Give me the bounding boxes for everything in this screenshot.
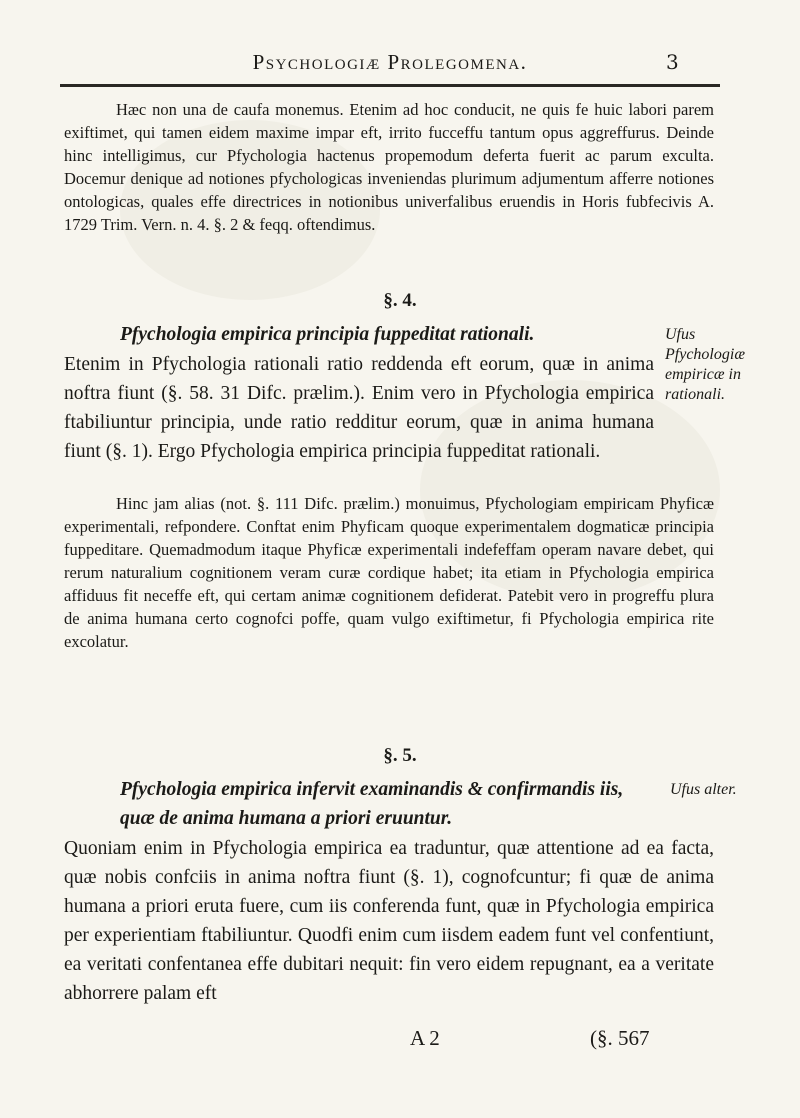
page-number: 3 — [666, 50, 679, 74]
running-title: Psychologiæ Prolegomena. — [252, 50, 528, 74]
section-4-body: Etenim in Pfychologia rationali ratio reddenda eft eorum, quæ in anima noftra fiunt (§. 58. 31 Difc. prælim.). Enim vero in Pfychologia empirica ftabiliuntur principia, unde ratio redditur eorum, quæ in anima humana fiunt (§. 1). Ergo Pfychologia empirica principia fuppeditat rationali. — [64, 354, 654, 462]
header-rule — [60, 84, 720, 87]
signature-mark: A 2 — [410, 1026, 440, 1050]
paragraph-1: Hæc non una de caufa monemus. Etenim ad hoc conducit, ne quis fe huic labori parem exiftimet, qui tamen eidem maxime impar eft, irrito fucceffu tantum opus aggreffurus. Deinde hinc intelligimus, cur Pfychologia hactenus propemodum deferta fuerit ac parum exculta. Docemur denique ad notiones pfychologicas inveniendas plurimum adjumentum afferre notiones ontologicas, quales effe directrices in notionibus univerfalibus eruendis in Horis fubfecivis A. 1729 Trim. Vern. n. 4. §. 2 & feqq. oftendimus. — [64, 100, 714, 234]
running-header — [0, 50, 800, 90]
section-4-note: Hinc jam alias (not. §. 111 Difc. prælim.) monuimus, Pfychologiam empiricam Phyficæ experimentali, refpondere. Conftat enim Phyficam quoque experimentalem dogmaticæ principia fuppeditare. Quemadmodum itaque Phyficæ experimentali indefeffam operam navare debet, qui rerum naturalium cognitionem veram curæ cordique habet; ita etiam in Pfychologia empirica affiduus fit neceffe eft, qui certam animæ cognitionem defiderat. Patebit vero in progreffu plura de anima humana certo cognofci poffe, quam vulgo exiftimetur, fi Pfychologia empirica rite excolatur. — [64, 494, 714, 651]
section-5-body: Quoniam enim in Pfychologia empirica ea traduntur, quæ attentione ad ea facta, quæ nobis confciis in anima noftra fiunt (§. 1), cognofcuntur; fi quæ de anima humana a priori eruta fuere, cum iis conferenda funt, quæ in Pfychologia empirica per experientiam ftabiliuntur. Quodfi enim cum iisdem eadem funt vel confentiunt, ea veritati confentanea effe dubitari nequit: fin vero eidem repugnant, ea a veritate abhorrere palam eft — [64, 838, 714, 1004]
section-4-mark: §. 4. — [383, 290, 417, 311]
section-5-mark: §. 5. — [383, 745, 417, 766]
section-4-heading: Pfychologia empirica principia fuppeditat rationali. — [120, 324, 535, 345]
section-4-margin-note: Ufus Pfychologiæ empiricæ in rationali. — [665, 326, 745, 403]
section-5-margin-note: Ufus alter. — [670, 781, 737, 798]
page-footer — [0, 1026, 800, 1056]
catchword: (§. 567 — [590, 1026, 650, 1050]
section-5-heading: Pfychologia empirica infervit examinandis & confirmandis iis, quæ de anima humana a priori eruuntur. — [120, 779, 624, 829]
